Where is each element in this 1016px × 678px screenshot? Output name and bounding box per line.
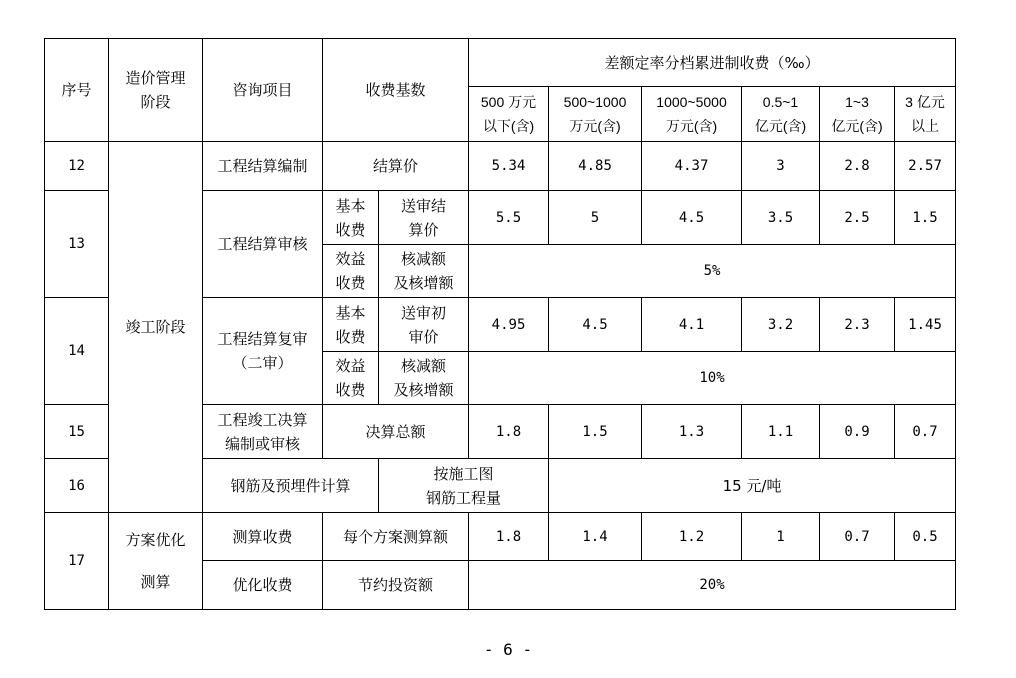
row-item-line1: 工程结算复审 — [217, 330, 308, 348]
header-tier-6 — [895, 87, 956, 142]
row-seq: 14 — [45, 298, 109, 405]
table-row-12 — [45, 142, 956, 191]
header-stage-line2: 阶段 — [140, 93, 171, 111]
benefit-fee-value: 10% — [469, 352, 956, 405]
fee-cell: 4.1 — [642, 298, 742, 352]
fee-cell: 0.5 — [895, 513, 956, 561]
fee-cell: 5.5 — [469, 191, 549, 245]
row-item: 测算收费 — [203, 513, 323, 561]
row-base: 节约投资额 — [323, 561, 469, 610]
fee-cell: 4.85 — [549, 142, 642, 191]
row-seq: 12 — [45, 142, 109, 191]
row-item-line2: 编制或审核 — [224, 434, 300, 453]
fee-cell-merged: 15 元/吨 — [549, 459, 956, 513]
row-base: 决算总额 — [323, 405, 469, 459]
header-seq: 序号 — [45, 39, 109, 142]
row-base: 结算价 — [323, 142, 469, 191]
benefit-fee-base — [379, 245, 469, 298]
row-item-line2: （二审） — [232, 354, 293, 372]
row-item: 工程结算审核 — [203, 191, 323, 298]
fee-cell: 1.5 — [895, 191, 956, 245]
basic-fee-line2: 收费 — [335, 220, 366, 239]
benefit-base-line2: 及核增额 — [393, 381, 454, 399]
fee-cell: 2.3 — [820, 298, 895, 352]
benefit-fee-label — [323, 245, 379, 298]
benefit-fee-label — [323, 352, 379, 405]
basic-fee-base — [379, 298, 469, 352]
fee-cell: 1.4 — [549, 513, 642, 561]
row-item: 工程结算编制 — [203, 142, 323, 191]
fee-cell: 5.34 — [469, 142, 549, 191]
stage-completion: 竣工阶段 — [109, 142, 203, 513]
basic-fee-base — [379, 191, 469, 245]
tier-5-line1: 1~3 — [845, 94, 869, 110]
fee-cell-merged: 20% — [469, 561, 956, 610]
fee-table — [44, 38, 956, 610]
fee-cell: 4.95 — [469, 298, 549, 352]
fee-cell: 2.5 — [820, 191, 895, 245]
basic-base-line1: 送审结 — [401, 196, 447, 215]
fee-cell: 1.3 — [642, 405, 742, 459]
fee-cell: 1.1 — [742, 405, 820, 459]
fee-cell: 4.37 — [642, 142, 742, 191]
benefit-fee-line1: 效益 — [335, 357, 366, 375]
benefit-base-line1: 核减额 — [401, 250, 447, 268]
header-stage-line1: 造价管理 — [125, 69, 186, 87]
header-item: 咨询项目 — [203, 39, 323, 142]
basic-fee-line1: 基本 — [335, 196, 366, 215]
row-base — [379, 459, 549, 513]
row-base: 每个方案测算额 — [323, 513, 469, 561]
header-tier-4 — [742, 87, 820, 142]
fee-cell: 2.57 — [895, 142, 956, 191]
fee-cell: 1.8 — [469, 513, 549, 561]
table-row-17-calc — [45, 513, 956, 561]
benefit-fee-base — [379, 352, 469, 405]
tier-2-line1: 500~1000 — [563, 94, 627, 110]
benefit-base-line2: 及核增额 — [393, 274, 454, 292]
tier-4-line2: 亿元(含) — [754, 118, 807, 134]
basic-fee-label — [323, 191, 379, 245]
row-seq: 15 — [45, 405, 109, 459]
header-group: 差额定率分档累进制收费（‰） — [469, 39, 956, 87]
header-tier-2 — [549, 87, 642, 142]
row-seq: 13 — [45, 191, 109, 298]
header-stage — [109, 39, 203, 142]
header-tier-5 — [820, 87, 895, 142]
basic-fee-line2: 收费 — [335, 327, 366, 346]
tier-1-line2: 以下(含) — [482, 118, 535, 134]
basic-base-line1: 送审初 — [401, 303, 447, 322]
header-tier-3 — [642, 87, 742, 142]
fee-cell: 4.5 — [549, 298, 642, 352]
stage-optimization-line1: 方案优化 — [125, 531, 186, 549]
row-seq: 16 — [45, 459, 109, 513]
basic-fee-line1: 基本 — [335, 303, 366, 322]
fee-cell: 1 — [742, 513, 820, 561]
tier-6-line2: 以上 — [911, 118, 940, 134]
benefit-fee-line2: 收费 — [335, 381, 366, 399]
header-row-1 — [45, 39, 956, 87]
fee-cell: 4.5 — [642, 191, 742, 245]
fee-cell: 1.2 — [642, 513, 742, 561]
fee-cell: 5 — [549, 191, 642, 245]
fee-cell: 3.2 — [742, 298, 820, 352]
benefit-base-line1: 核减额 — [401, 357, 447, 375]
fee-cell: 3.5 — [742, 191, 820, 245]
benefit-fee-line2: 收费 — [335, 274, 366, 292]
fee-cell: 1.45 — [895, 298, 956, 352]
row-base-line1: 按施工图 — [433, 464, 494, 483]
basic-base-line2: 算价 — [408, 220, 439, 239]
header-base: 收费基数 — [323, 39, 469, 142]
row-item-line1: 工程竣工决算 — [217, 410, 308, 429]
stage-optimization — [109, 513, 203, 610]
tier-5-line2: 亿元(含) — [831, 118, 883, 134]
basic-fee-label — [323, 298, 379, 352]
tier-3-line1: 1000~5000 — [656, 94, 727, 110]
fee-cell: 0.7 — [895, 405, 956, 459]
fee-cell: 2.8 — [820, 142, 895, 191]
tier-4-line1: 0.5~1 — [762, 94, 799, 110]
tier-2-line2: 万元(含) — [569, 118, 621, 134]
row-item — [203, 405, 323, 459]
tier-6-line1: 3 亿元 — [905, 94, 945, 110]
fee-cell: 0.7 — [820, 513, 895, 561]
row-item: 钢筋及预埋件计算 — [203, 459, 379, 513]
row-item: 优化收费 — [203, 561, 323, 610]
fee-cell: 0.9 — [820, 405, 895, 459]
fee-cell: 1.5 — [549, 405, 642, 459]
row-item — [203, 298, 323, 405]
header-tier-1 — [469, 87, 549, 142]
row-seq: 17 — [45, 513, 109, 610]
tier-3-line2: 万元(含) — [665, 118, 718, 134]
fee-cell: 3 — [742, 142, 820, 191]
page-number: - 6 - — [483, 640, 533, 659]
benefit-fee-line1: 效益 — [335, 250, 366, 268]
fee-cell: 1.8 — [469, 405, 549, 459]
basic-base-line2: 审价 — [408, 327, 439, 346]
tier-1-line1: 500 万元 — [480, 94, 537, 110]
benefit-fee-value: 5% — [469, 245, 956, 298]
row-base-line2: 钢筋工程量 — [426, 488, 502, 507]
stage-optimization-line2: 测算 — [140, 573, 171, 591]
